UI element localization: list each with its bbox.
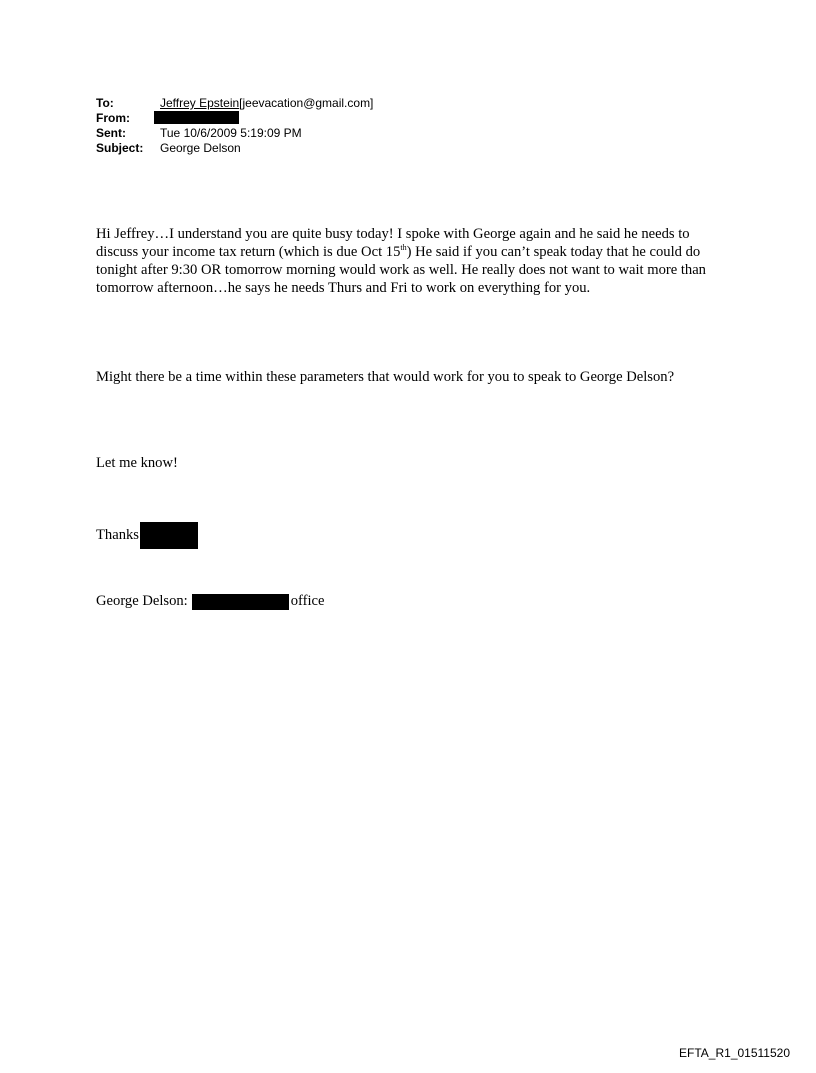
email-header [96,96,373,156]
from-label: From: [96,111,130,125]
sent-label: Sent: [96,126,126,140]
subject-label: Subject: [96,141,144,155]
message-paragraph-1 [96,225,726,297]
to-label: To: [96,96,114,110]
to-email: [jeevacation@gmail.com] [239,96,374,110]
from-redaction [154,111,239,124]
to-value [160,96,373,111]
p1-text-a: Hi Jeffrey…I understand you are quite busy today! I spoke with George again and he said he needs to discuss your income tax return (which is due Oct 15 [96,226,690,260]
phone-redaction [192,594,289,610]
p1-text-b: ) He said if you can’t speak today that he could do tonight after 9:30 OR tomorrow morning would work as well. He really does not want to wait more than tomorrow afternoon…he says he needs Thurs and Fri to work on everything for you. [96,244,706,296]
subject-value: George Delson [160,141,241,155]
sent-value: Tue 10/6/2009 5:19:09 PM [160,126,302,140]
contact-line [96,592,325,610]
signoff-line [96,522,198,549]
signature-redaction [140,522,198,549]
p1-superscript: th [400,243,407,253]
message-paragraph-3: Let me know! [96,455,178,471]
contact-office: office [290,593,325,609]
to-row [96,96,373,111]
sent-row [96,126,373,141]
subject-row [96,141,373,156]
to-name: Jeffrey Epstein [160,96,240,110]
document-id: EFTA_R1_01511520 [679,1046,790,1060]
thanks-text: Thanks [96,526,139,543]
message-paragraph-2: Might there be a time within these parameters that would work for you to speak to George Delson? [96,369,675,385]
contact-name: George Delson: [96,593,188,609]
